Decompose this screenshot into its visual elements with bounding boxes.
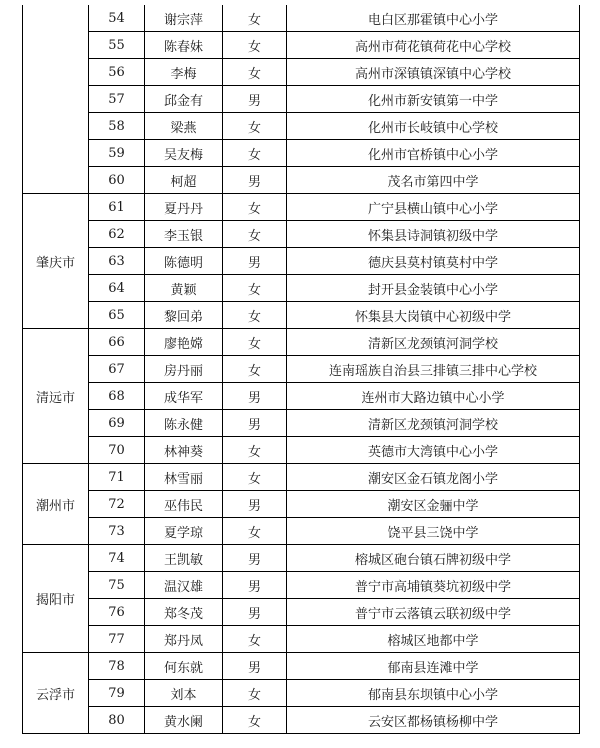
city-cell: 云浮市 (23, 653, 89, 734)
city-cell: 清远市 (23, 329, 89, 464)
sex-cell: 男 (223, 410, 287, 437)
name-cell: 谢宗萍 (145, 5, 223, 32)
table-row (23, 32, 580, 59)
table-row (23, 572, 580, 599)
name-cell: 黎回弟 (145, 302, 223, 329)
school-cell: 德庆县莫村镇莫村中学 (287, 248, 580, 275)
school-cell: 清新区龙颈镇河洞学校 (287, 329, 580, 356)
name-cell: 何东就 (145, 653, 223, 680)
number-cell: 55 (89, 32, 145, 59)
number-cell: 78 (89, 653, 145, 680)
school-cell: 潮安区金骊中学 (287, 491, 580, 518)
number-cell: 61 (89, 194, 145, 221)
sex-cell: 男 (223, 167, 287, 194)
sex-cell: 男 (223, 248, 287, 275)
sex-cell: 男 (223, 653, 287, 680)
sex-cell: 女 (223, 707, 287, 734)
school-cell: 英德市大湾镇中心小学 (287, 437, 580, 464)
table-row (23, 140, 580, 167)
sex-cell: 男 (223, 86, 287, 113)
school-cell: 封开县金装镇中心小学 (287, 275, 580, 302)
sex-cell: 女 (223, 221, 287, 248)
number-cell: 72 (89, 491, 145, 518)
table-row (23, 275, 580, 302)
table-row (23, 86, 580, 113)
number-cell: 58 (89, 113, 145, 140)
name-cell: 廖艳嫦 (145, 329, 223, 356)
name-cell: 夏学琼 (145, 518, 223, 545)
name-cell: 陈德明 (145, 248, 223, 275)
table-row (23, 653, 580, 680)
school-cell: 茂名市第四中学 (287, 167, 580, 194)
name-cell: 巫伟民 (145, 491, 223, 518)
table-row (23, 302, 580, 329)
school-cell: 云安区都杨镇杨柳中学 (287, 707, 580, 734)
number-cell: 63 (89, 248, 145, 275)
table-row (23, 518, 580, 545)
sex-cell: 男 (223, 572, 287, 599)
number-cell: 67 (89, 356, 145, 383)
sex-cell: 女 (223, 464, 287, 491)
table-row (23, 437, 580, 464)
name-cell: 邱金有 (145, 86, 223, 113)
number-cell: 77 (89, 626, 145, 653)
teacher-list-table (22, 5, 580, 734)
school-cell: 高州市深镇镇深镇中心学校 (287, 59, 580, 86)
number-cell: 62 (89, 221, 145, 248)
sex-cell: 男 (223, 599, 287, 626)
number-cell: 73 (89, 518, 145, 545)
number-cell: 65 (89, 302, 145, 329)
school-cell: 怀集县大岗镇中心初级中学 (287, 302, 580, 329)
name-cell: 黄水阑 (145, 707, 223, 734)
name-cell: 林神葵 (145, 437, 223, 464)
school-cell: 高州市荷花镇荷花中心学校 (287, 32, 580, 59)
name-cell: 成华军 (145, 383, 223, 410)
table-row (23, 248, 580, 275)
number-cell: 74 (89, 545, 145, 572)
table-row (23, 356, 580, 383)
school-cell: 怀集县诗洞镇初级中学 (287, 221, 580, 248)
table-row (23, 59, 580, 86)
name-cell: 梁燕 (145, 113, 223, 140)
number-cell: 59 (89, 140, 145, 167)
school-cell: 普宁市云落镇云联初级中学 (287, 599, 580, 626)
sex-cell: 女 (223, 59, 287, 86)
table-row (23, 599, 580, 626)
name-cell: 林雪丽 (145, 464, 223, 491)
school-cell: 饶平县三饶中学 (287, 518, 580, 545)
number-cell: 80 (89, 707, 145, 734)
school-cell: 郁南县连滩中学 (287, 653, 580, 680)
table-row (23, 5, 580, 32)
sex-cell: 女 (223, 437, 287, 464)
sex-cell: 女 (223, 140, 287, 167)
sex-cell: 男 (223, 491, 287, 518)
table-row (23, 707, 580, 734)
name-cell: 柯超 (145, 167, 223, 194)
sex-cell: 女 (223, 32, 287, 59)
school-cell: 化州市官桥镇中心小学 (287, 140, 580, 167)
sex-cell: 女 (223, 626, 287, 653)
name-cell: 王凯敏 (145, 545, 223, 572)
name-cell: 陈春妹 (145, 32, 223, 59)
number-cell: 75 (89, 572, 145, 599)
name-cell: 郑冬茂 (145, 599, 223, 626)
school-cell: 广宁县横山镇中心小学 (287, 194, 580, 221)
school-cell: 清新区龙颈镇河洞学校 (287, 410, 580, 437)
table-row (23, 491, 580, 518)
number-cell: 71 (89, 464, 145, 491)
table-row (23, 113, 580, 140)
school-cell: 连南瑶族自治县三排镇三排中心学校 (287, 356, 580, 383)
number-cell: 68 (89, 383, 145, 410)
school-cell: 化州市长岐镇中心学校 (287, 113, 580, 140)
school-cell: 郁南县东坝镇中心小学 (287, 680, 580, 707)
number-cell: 54 (89, 5, 145, 32)
name-cell: 吴友梅 (145, 140, 223, 167)
number-cell: 64 (89, 275, 145, 302)
name-cell: 李玉银 (145, 221, 223, 248)
school-cell: 电白区那霍镇中心小学 (287, 5, 580, 32)
city-cell: 揭阳市 (23, 545, 89, 653)
name-cell: 夏丹丹 (145, 194, 223, 221)
number-cell: 69 (89, 410, 145, 437)
sex-cell: 女 (223, 113, 287, 140)
number-cell: 76 (89, 599, 145, 626)
sex-cell: 女 (223, 518, 287, 545)
school-cell: 化州市新安镇第一中学 (287, 86, 580, 113)
table-row (23, 194, 580, 221)
name-cell: 郑丹凤 (145, 626, 223, 653)
sex-cell: 女 (223, 302, 287, 329)
name-cell: 刘本 (145, 680, 223, 707)
table-row (23, 464, 580, 491)
table-row (23, 383, 580, 410)
table-row (23, 329, 580, 356)
number-cell: 66 (89, 329, 145, 356)
name-cell: 房丹丽 (145, 356, 223, 383)
sex-cell: 男 (223, 383, 287, 410)
sex-cell: 女 (223, 194, 287, 221)
school-cell: 榕城区砲台镇石牌初级中学 (287, 545, 580, 572)
table-row (23, 626, 580, 653)
sex-cell: 女 (223, 680, 287, 707)
number-cell: 70 (89, 437, 145, 464)
sex-cell: 女 (223, 275, 287, 302)
sex-cell: 女 (223, 329, 287, 356)
city-cell: 肇庆市 (23, 194, 89, 329)
city-cell (23, 5, 89, 194)
name-cell: 陈永健 (145, 410, 223, 437)
table-body (23, 5, 580, 734)
school-cell: 连州市大路边镇中心小学 (287, 383, 580, 410)
table-row (23, 545, 580, 572)
number-cell: 79 (89, 680, 145, 707)
school-cell: 榕城区地都中学 (287, 626, 580, 653)
name-cell: 温汉雄 (145, 572, 223, 599)
number-cell: 56 (89, 59, 145, 86)
number-cell: 57 (89, 86, 145, 113)
school-cell: 普宁市高埔镇葵坑初级中学 (287, 572, 580, 599)
sex-cell: 男 (223, 545, 287, 572)
number-cell: 60 (89, 167, 145, 194)
sex-cell: 女 (223, 5, 287, 32)
table-row (23, 410, 580, 437)
table-row (23, 167, 580, 194)
city-cell: 潮州市 (23, 464, 89, 545)
table-row (23, 680, 580, 707)
name-cell: 李梅 (145, 59, 223, 86)
school-cell: 潮安区金石镇龙阁小学 (287, 464, 580, 491)
table-row (23, 221, 580, 248)
name-cell: 黄颖 (145, 275, 223, 302)
sex-cell: 女 (223, 356, 287, 383)
